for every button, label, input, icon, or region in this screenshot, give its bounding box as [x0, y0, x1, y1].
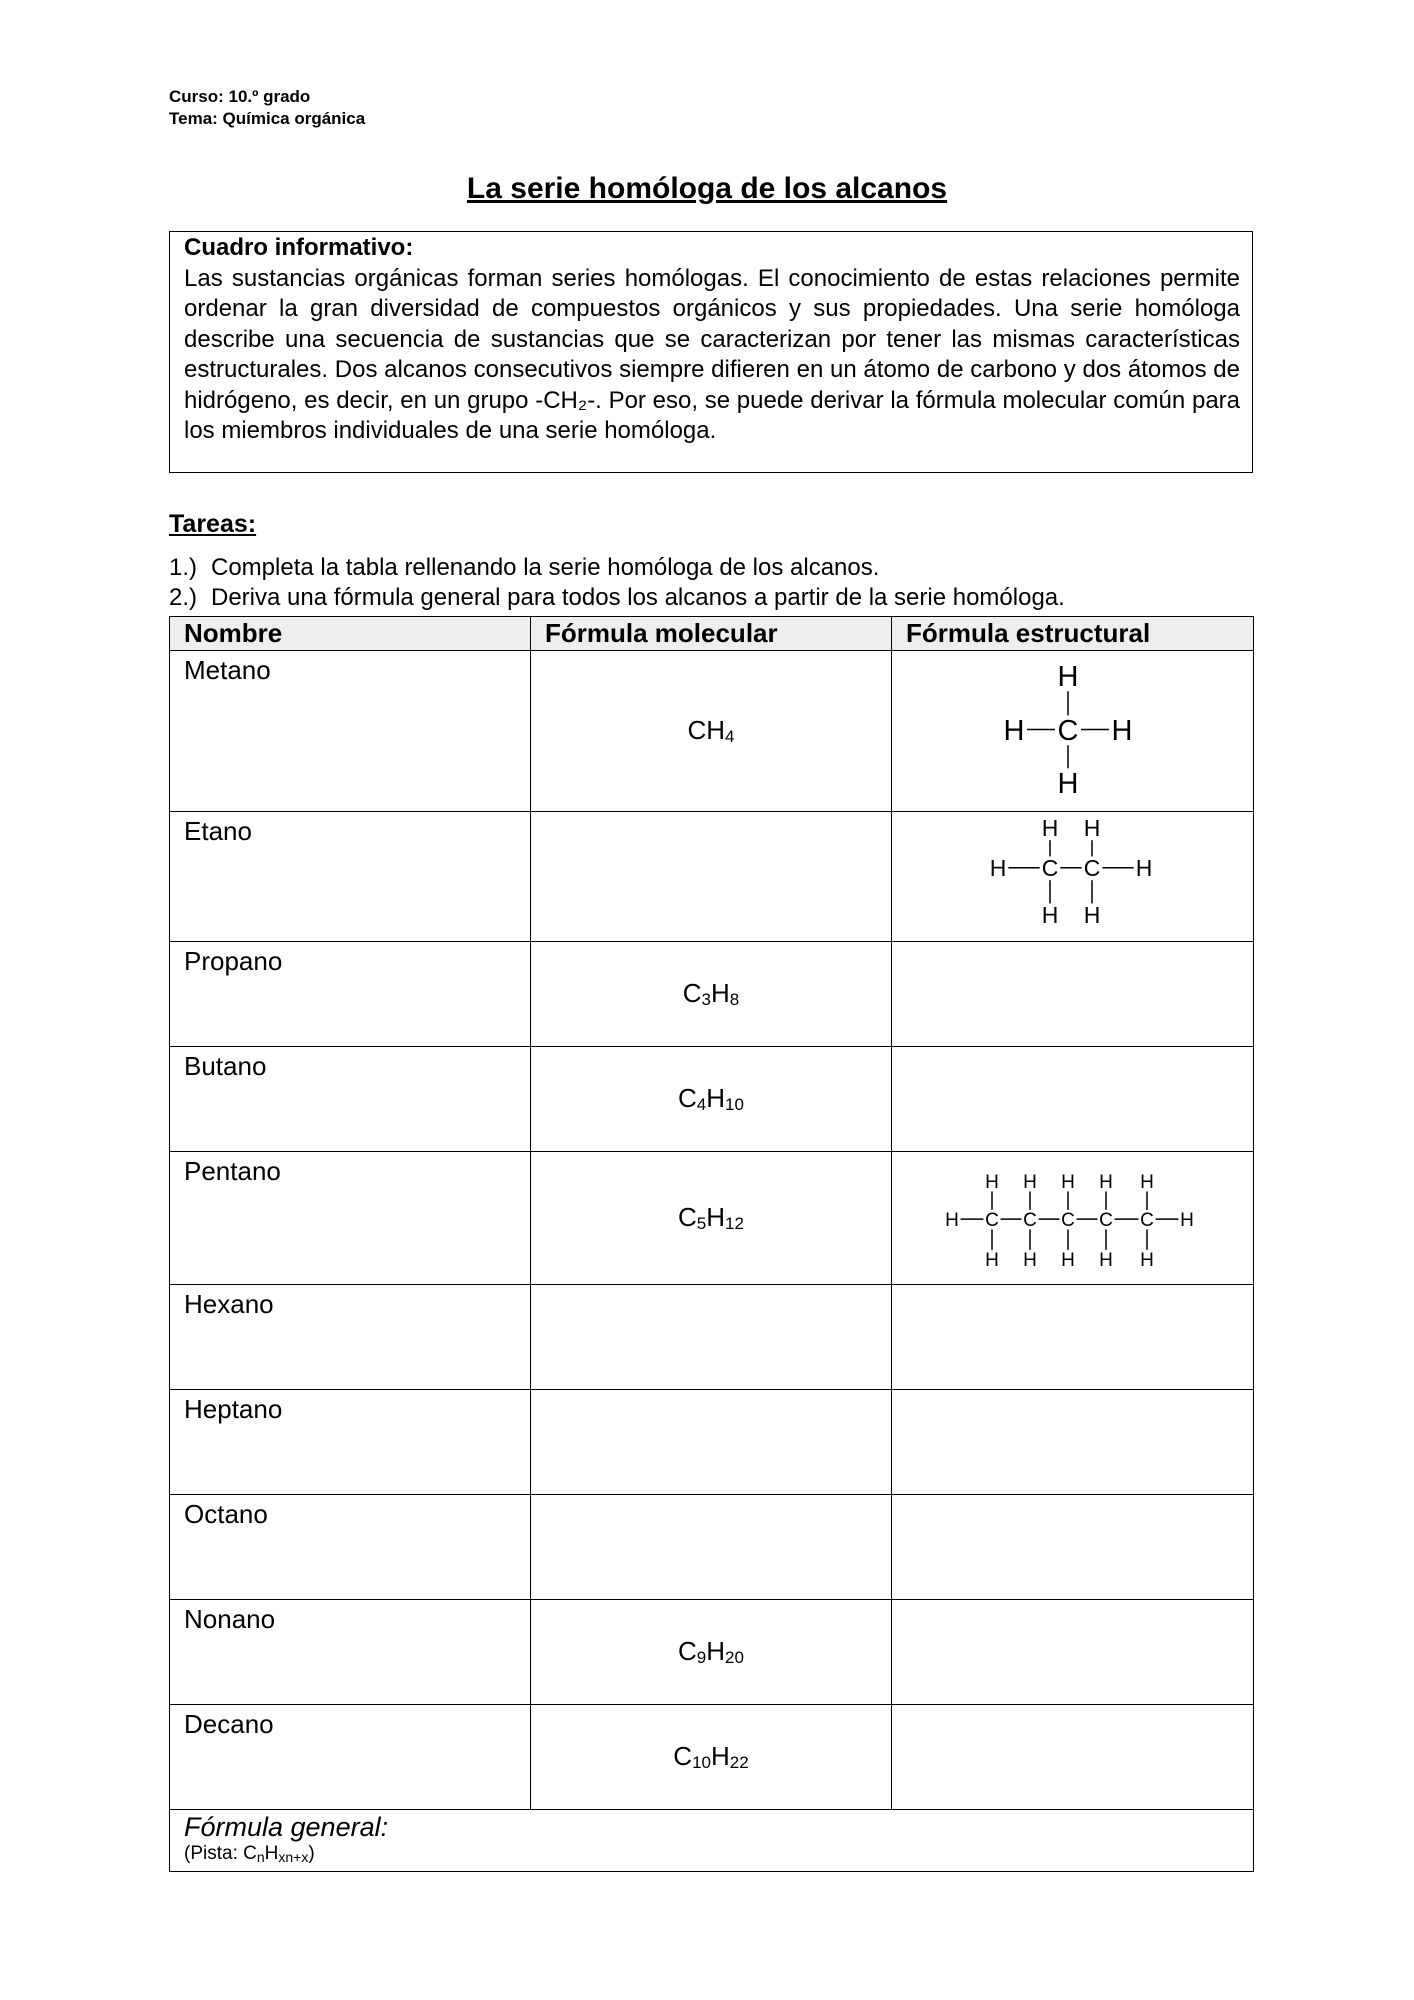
hydrogen-atom: H — [1135, 855, 1153, 881]
table-row — [170, 1600, 1254, 1705]
info-box — [169, 231, 1253, 473]
hydrogen-atom: H — [1180, 1210, 1194, 1231]
alkane-name: Propano — [184, 946, 283, 976]
formula-element: C — [678, 1636, 697, 1666]
table-row — [170, 1495, 1254, 1600]
table-row — [170, 942, 1254, 1047]
hydrogen-atom: H — [1061, 1172, 1075, 1193]
carbon-atom: C — [1061, 1210, 1075, 1231]
alkane-name: Octano — [184, 1499, 268, 1529]
formula-element: H — [706, 1083, 726, 1113]
alkane-name-cell — [170, 1285, 531, 1390]
carbon-atom: C — [1023, 1210, 1037, 1231]
table-row — [170, 1152, 1254, 1285]
carbon-atom: C — [985, 1210, 999, 1231]
formula-element: C — [687, 715, 707, 745]
structural-formula-cell[interactable] — [892, 1495, 1254, 1600]
hydrogen-atom: H — [989, 855, 1007, 881]
alkane-name-cell — [170, 1390, 531, 1495]
table-row — [170, 1285, 1254, 1390]
hydrogen-atom: H — [1083, 902, 1101, 928]
alkane-name-cell — [170, 942, 531, 1047]
table-row — [170, 812, 1254, 942]
carbon-atom: C — [1083, 855, 1101, 881]
info-box-text: Las sustancias orgánicas forman series homólogas. El conocimiento de estas relaciones permite ordenar la gran diversidad de compuestos orgánicos y sus propiedades. Una serie homóloga describe una secuencia de sustancias que se caracterizan por tener las mismas características estructurales. Dos alcanos consecutivos siempre difieren en un átomo de carbono y dos átomos de hidrógeno, es decir, en un grupo -CH₂-. Por eso, se puede derivar la fórmula molecular común para los miembros individuales de una serie homóloga. — [184, 264, 1240, 444]
alkane-name-cell — [170, 1600, 531, 1705]
formula-element: H — [711, 1741, 730, 1771]
info-box-heading: Cuadro informativo: — [184, 234, 414, 261]
hydrogen-atom: H — [1099, 1172, 1113, 1193]
structural-formula-cell — [892, 1152, 1254, 1285]
alkane-name: Butano — [184, 1051, 267, 1081]
hydrogen-atom: H — [985, 1172, 999, 1193]
table-row — [170, 1047, 1254, 1152]
alkane-name-cell — [170, 1152, 531, 1285]
hydrogen-atom: H — [1140, 1250, 1154, 1271]
molecular-formula-cell[interactable] — [531, 812, 892, 942]
task-item — [169, 554, 879, 582]
alkane-name: Hexano — [184, 1289, 274, 1319]
column-header-structural-formula: Fórmula estructural — [892, 617, 1254, 651]
molecular-formula-cell — [531, 1705, 892, 1810]
hydrogen-atom: H — [945, 1210, 959, 1231]
structural-formula-drawing — [892, 651, 1254, 807]
alkane-name-cell — [170, 1705, 531, 1810]
general-formula-row — [170, 1810, 1254, 1872]
structural-formula-cell[interactable] — [892, 1285, 1254, 1390]
formula-subscript: 8 — [729, 990, 740, 1009]
formula-element: C — [682, 978, 702, 1008]
formula-element: C — [678, 1202, 697, 1232]
carbon-atom: C — [1099, 1210, 1113, 1231]
task-text: Deriva una fórmula general para todos los alcanos a partir de la serie homóloga. — [211, 584, 1065, 611]
task-item — [169, 584, 1065, 612]
formula-element: H — [706, 715, 726, 745]
alkane-name: Metano — [184, 655, 271, 685]
document-header — [169, 86, 365, 130]
structural-formula-cell[interactable] — [892, 1600, 1254, 1705]
structural-formula-cell — [892, 651, 1254, 812]
table-header-row — [170, 617, 1254, 651]
formula-element: H — [706, 1202, 726, 1232]
formula-subscript: 4 — [725, 727, 735, 746]
table-body — [170, 651, 1254, 1810]
molecular-formula-cell — [531, 942, 892, 1047]
topic-label: Tema: Química orgánica — [169, 109, 366, 128]
carbon-atom: C — [1140, 1210, 1154, 1231]
structural-formula-cell[interactable] — [892, 1047, 1254, 1152]
formula-subscript: 10 — [725, 1095, 744, 1114]
column-header-name: Nombre — [170, 617, 531, 651]
table-row — [170, 651, 1254, 812]
hydrogen-atom: H — [1041, 815, 1059, 841]
structural-formula-cell[interactable] — [892, 1390, 1254, 1495]
molecular-formula-cell[interactable] — [531, 1285, 892, 1390]
general-formula-cell[interactable] — [170, 1810, 1254, 1872]
hydrogen-atom: H — [985, 1250, 999, 1271]
formula-subscript: 22 — [729, 1753, 749, 1772]
task-number: 1.) — [169, 554, 198, 581]
tasks-heading: Tareas: — [169, 510, 257, 538]
formula-subscript: 3 — [701, 990, 711, 1009]
column-header-molecular-formula: Fórmula molecular — [531, 617, 892, 651]
molecular-formula-cell — [531, 1600, 892, 1705]
general-formula-hint: (Pista: $C_nH_{xn+x}$) — [184, 1843, 315, 1865]
hydrogen-atom: H — [1003, 715, 1025, 747]
task-text: Completa la tabla rellenando la serie homóloga de los alcanos. — [211, 554, 880, 581]
alkane-name: Decano — [184, 1709, 274, 1739]
formula-subscript: 10 — [692, 1753, 711, 1772]
hydrogen-atom: H — [1057, 768, 1079, 800]
hydrogen-atom: H — [1061, 1250, 1075, 1271]
formula-element: H — [711, 978, 730, 1008]
structural-formula-drawing — [892, 812, 1254, 937]
alkane-name: Pentano — [184, 1156, 281, 1186]
course-label: Curso: 10.º grado — [169, 87, 311, 106]
molecular-formula-cell[interactable] — [531, 1390, 892, 1495]
carbon-atom: C — [1057, 715, 1079, 747]
alkane-table — [169, 616, 1254, 1872]
formula-element: C — [673, 1741, 693, 1771]
alkane-name-cell — [170, 812, 531, 942]
alkane-name: Heptano — [184, 1394, 283, 1424]
formula-element: H — [706, 1636, 726, 1666]
structural-formula-cell — [892, 812, 1254, 942]
molecular-formula-cell[interactable] — [531, 1495, 892, 1600]
formula-subscript: 5 — [696, 1214, 707, 1233]
hydrogen-atom: H — [1140, 1172, 1154, 1193]
hydrogen-atom: H — [1099, 1250, 1113, 1271]
hydrogen-atom: H — [1083, 815, 1101, 841]
molecular-formula-cell — [531, 1047, 892, 1152]
formula-element: C — [678, 1083, 697, 1113]
alkane-name: Etano — [184, 816, 252, 846]
molecular-formula-cell — [531, 651, 892, 812]
structural-formula-cell[interactable] — [892, 942, 1254, 1047]
formula-subscript: 9 — [696, 1648, 707, 1667]
structural-formula-drawing — [892, 1152, 1254, 1280]
formula-subscript: 12 — [725, 1214, 744, 1233]
formula-subscript: 4 — [696, 1095, 707, 1114]
task-number: 2.) — [169, 584, 198, 611]
hydrogen-atom: H — [1041, 902, 1059, 928]
hydrogen-atom: H — [1057, 661, 1079, 693]
alkane-name-cell — [170, 651, 531, 812]
page-title: La serie homóloga de los alcanos — [466, 172, 948, 205]
alkane-name-cell — [170, 1047, 531, 1152]
carbon-atom: C — [1041, 855, 1059, 881]
hydrogen-atom: H — [1111, 715, 1133, 747]
formula-subscript: 20 — [725, 1648, 744, 1667]
structural-formula-cell[interactable] — [892, 1705, 1254, 1810]
hydrogen-atom: H — [1023, 1172, 1037, 1193]
table-row — [170, 1390, 1254, 1495]
alkane-name-cell — [170, 1495, 531, 1600]
hydrogen-atom: H — [1023, 1250, 1037, 1271]
molecular-formula-cell — [531, 1152, 892, 1285]
table-row — [170, 1705, 1254, 1810]
alkane-name: Nonano — [184, 1604, 276, 1634]
general-formula-label: Fórmula general: — [184, 1812, 389, 1842]
